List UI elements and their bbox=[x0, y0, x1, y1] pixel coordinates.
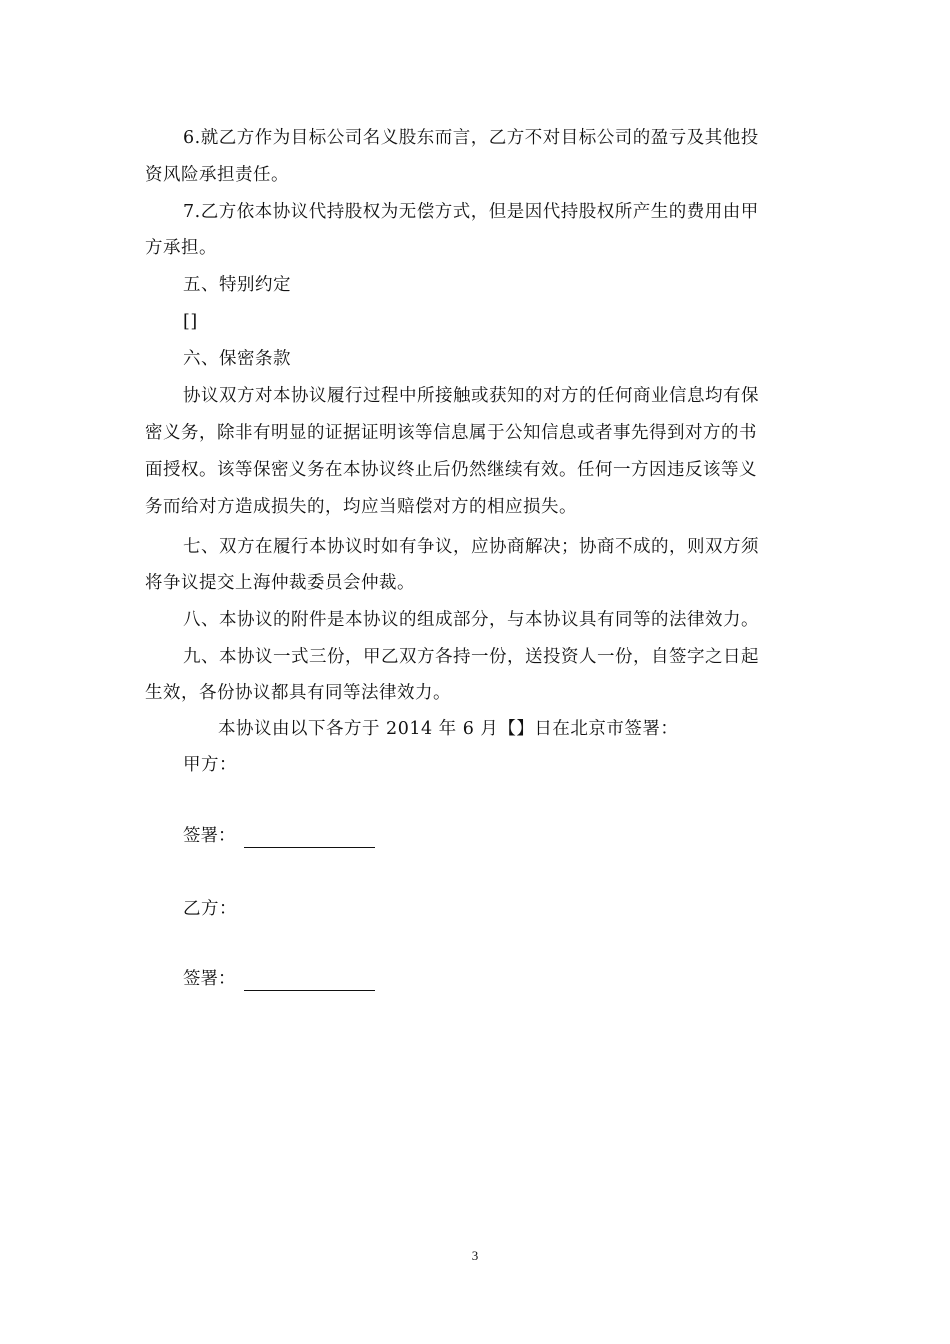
clause-7-line-1: 7.乙方依本协议代持股权为无偿方式，但是因代持股权所产生的费用由甲 bbox=[183, 202, 759, 222]
party-a-label: 甲方： bbox=[183, 755, 237, 775]
confidentiality-line-4: 务而给对方造成损失的，均应当赔偿对方的相应损失。 bbox=[145, 497, 577, 517]
section-5-title: 五、特别约定 bbox=[183, 275, 291, 295]
confidentiality-line-2: 密义务，除非有明显的证据证明该等信息属于公知信息或者事先得到对方的书 bbox=[145, 423, 757, 443]
clause-7-line-2: 方承担。 bbox=[145, 238, 217, 258]
clause-6-line-2: 资风险承担责任。 bbox=[145, 165, 289, 185]
page-number: 3 bbox=[471, 1248, 479, 1263]
party-a-sign-label: 签署： bbox=[183, 826, 236, 846]
section-9-line-1: 九、本协议一式三份，甲乙双方各持一份，送投资人一份，自签字之日起 bbox=[183, 647, 759, 667]
confidentiality-line-3: 面授权。该等保密义务在本协议终止后仍然继续有效。任何一方因违反该等义 bbox=[145, 460, 757, 480]
section-9-line-2: 生效，各份协议都具有同等法律效力。 bbox=[145, 683, 451, 703]
section-6-title: 六、保密条款 bbox=[183, 349, 291, 369]
section-7-line-1: 七、双方在履行本协议时如有争议，应协商解决；协商不成的，则双方须 bbox=[183, 537, 759, 557]
party-b-signature-row bbox=[183, 967, 375, 991]
signing-statement: 本协议由以下各方于 2014 年 6 月【】日在北京市签署： bbox=[218, 719, 679, 739]
party-a-signature-line[interactable] bbox=[244, 827, 375, 848]
party-b-sign-label: 签署： bbox=[183, 969, 236, 989]
section-8: 八、本协议的附件是本协议的组成部分，与本协议具有同等的法律效力。 bbox=[183, 610, 759, 630]
clause-6-line-1: 6.就乙方作为目标公司名义股东而言，乙方不对目标公司的盈亏及其他投 bbox=[183, 128, 759, 148]
party-b-signature-line[interactable] bbox=[244, 970, 375, 991]
party-a-signature-row bbox=[183, 824, 375, 848]
section-5-body: [] bbox=[183, 312, 198, 332]
party-b-label: 乙方： bbox=[183, 899, 237, 919]
confidentiality-line-1: 协议双方对本协议履行过程中所接触或获知的对方的任何商业信息均有保 bbox=[183, 386, 759, 406]
section-7-line-2: 将争议提交上海仲裁委员会仲裁。 bbox=[145, 573, 415, 593]
